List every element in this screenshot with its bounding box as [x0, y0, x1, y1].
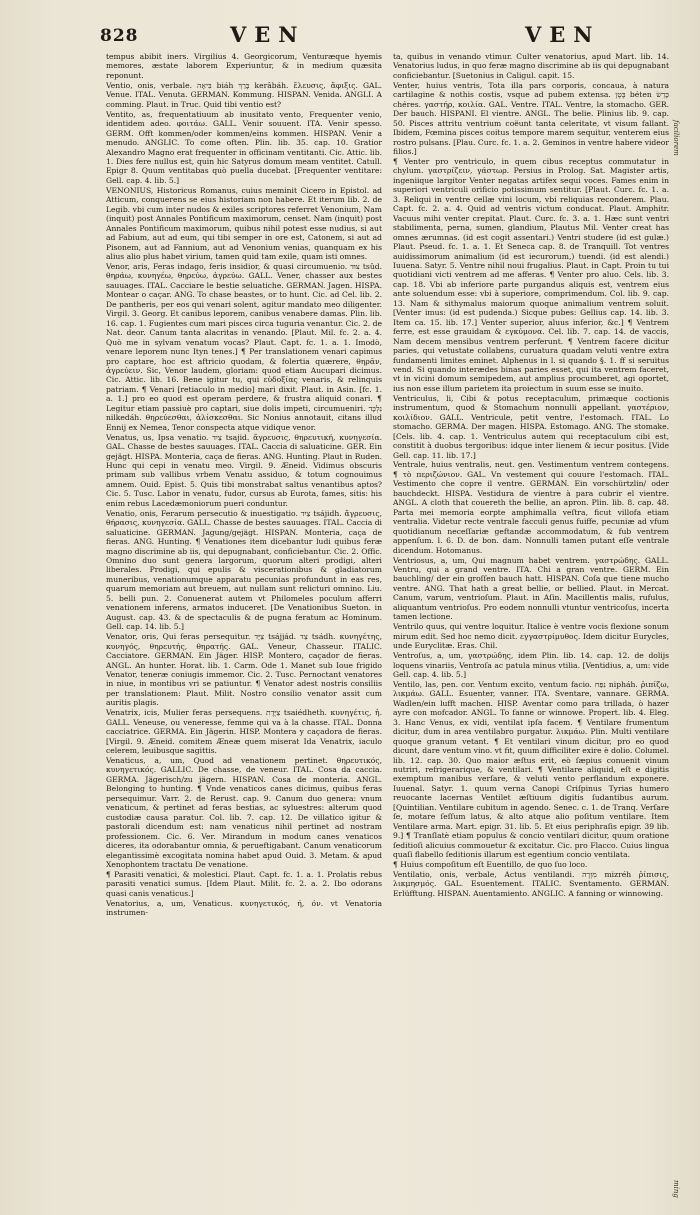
right-column [393, 52, 669, 1202]
dictionary-entry: Ventilatio, onis, verbale, Actus ventilandi. מִזְרֶה mizréh ῥίπισις, λικμησμός. GAL. Esuentement. ITALIC. Sventamento. GERMAN. Erlüfftung. HISPAN. Auentamiento. ANGLIC. A fanning or winnowing. [393, 869, 669, 898]
dictionary-entry: ta, quibus in venando vtimur. Culter venatorius, apud Mart. lib. 14. Venatorius ludus, in quo feræ magno discrimine ab iis qui depugnabant conficiebantur. [Suetonius in Caligul. capit. 15. [393, 52, 669, 80]
dictionary-entry: Ventroſus, a, um, γαστρώδης, idem Plin. lib. 14. cap. 12. de dolijs loquens vinariis, Ventroſa ac patula minus vtilia. [Ventidius, a, um: vide Gell. cap. 4. lib. 5.] [393, 651, 669, 679]
page-header [0, 22, 700, 50]
dictionary-entry: VENONIUS, Historicus Romanus, cuius meminit Cicero in Epistol. ad Atticum, conquerens se eius historiam non habere. Et iterum lib. 2. de Legib. vbi cum inter nudos & exiles scriptores referret Venonium, Nam (inquit) post Annales Pontificum maximorum, censet. Nam (inquit) post Annales Pontificum maximorum, quibus nihil potest esse nudius, si aut ad Fabium, aut ad eum, qui tibi semper in ore est, Catonem, si aut ad Pisonem, aut ad Fannium, aut ad Venonium venias, quanquam ex his alius alio plus habet virium, tamen quid tam exile, quam isti omnes. [106, 185, 382, 262]
dictionary-entry: Venor, aris, Feras indago, feris insidior, & quasi circumuenio. צוּד tsûd. θηράω, κυνηγέω, θηρεύω, ἀγρεύω. GALL. Vener, chasser aux bestes sauuages. ITAL. Cacciare le bestie seluatiche. GERMAN. Jagen. HISPA. Montear o caçar. ANG. To chase beastes, or to hunt. Cic. ad Cel. lib. 2. De pantheris, per eos qui venari solent, agitur mandato meo diligenter. Virgil. 3. Georg. Et canibus leporem, canibus venabere damas. Plin. lib. 16. cap. 1. Fugientes cum mari pisces circa tuguria venantur. Cic. 2. de Nat. deor. Canum tanta alacritas in venando. [Plaut. Mil. fc. 2. a. 4. Quò me in sylvam venatum vocas? Plaut. Capt. fc. 1. a. 1. Imodò, venare leporem nunc Ityn tenes.] ¶ Per translationem venari capimus pro captare, hoc est aftricio quodam, & folertia quærere, θηρᾶν, ἀγρεύειν. Sic, Venor laudem, gloriam: quod etiam Aucupari dicimus. Cic. Attic. lib. 16. Bene igitur tu, qui εὐδοξίας venaris, & relinquis patriam. ¶ Venari [retiaculo in medio] mari dixit. Plaut. in Asin. [fc. 1. a. 1.] pro eo quod est operam perdere, & frustra aliquid conari. ¶ Legitur etiam passiuè pro captari, siue dolis impeti, circumueniri. נִלְכָּד nilkedáh. θηρεύεσθαι, ἁλίσκεσθαι. Sic Nonius annotauit, citans illud Ennij ex Nemea, Tenor conspecta atque vidique venor. [106, 261, 382, 432]
dictionary-entry: Venatorius, a, um, Venaticus. κυνηγετικός, ή, όν. vt Venatoria instrumen- [106, 898, 382, 918]
dictionary-entry: Ventito, as, frequentatiuum ab inusitato vento, Frequenter venio, identidem adeo. φοιτάω. GALL. Venir souuent. ITA. Venir spesso. GERM. Offt kommen/oder kommen/eins kommen. HISPAN. Venir a menudo. ANGLIC. To come often. Plin. lib. 35. cap. 10. Gratior Alexandro Magno erat frequenter in officinam ventitanti. Cic. Attic. lib. 1. Dies fere nullus est, quin hic Satyrus domum meam ventitet. Catull. Epigr 8. Quum ventitabas quò puella ducebat. [Frequenter ventitare: Gell. cap. 4. lib. 5.] [106, 109, 382, 185]
dictionary-entry: Venter, huius ventris, Tota illa pars corporis, concaua, à natura cartilagine & nothis costis, vsque ad pubem extensa. בֶּטֶן béten כָּרֵשׂ chéres. γαστήρ, κοιλία. GAL. Ventre. ITAL. Ventre, la stomacho. GER. Der bauch. HISPANI. El vientre. ANGL. The belie. Plinius lib. 9. cap. 50. Pisces attritu ventrium coëunt tanta celeritate, vt visum fallant. Ibidem, Fœmina pisces coitus tempore marem sequitur, venterem eius rostro pulsans. [Plau. Curc. fc. 1. a. 2. Geminos in ventre habere videor filios.] [393, 80, 669, 157]
page-number: 828 [100, 26, 139, 46]
dictionary-entry: ¶ Venter pro ventriculo, in quem cibus receptus commutatur in chylum. γαστρίζειν, γάστωρ. Persius in Prolog. Sat. Magister artis, ingeniique largitor Venter negatas artifex sequi voces. Fames enim in superiori ventriculi orificio potissimum sentitur. [Plaut. Curc. fc. 1. a. 3. Reliqui in ventre cellæ vini locum, vbi reliquias reconderem. Plau. Capt. fc. 2. a. 4. Quid ad ventris victum conducat. Plaut. Amphitr. Vacuus mihi venter crepitat. Plaut. Curc. fc. 3. a. 1. Hæc sunt ventri stabilimenta, perna, sumen, glandium, Plautus Mil. Venter creat has omnes ærumnas. (id est cogit assentari.) Ventri studere (id est gulæ.) Plaut. Pseud. fc. 1. a. 1. Et Seneca cap. 8. de Tranquill. Tot ventres auidissimorum animalium (id est iecurorum,) tuendi. (id est alendi.) Iuuena. Satyr. 5. Ventre nihil noui frugalius. Plaut. in Capt. Proin tu tui quotidiani victi ventrem ad me afferas. ¶ Venter pro aluo. Cels. lib. 3. cap. 18. Vbi ab inferiore parte purgandus aliquis est, ventrem eius ante soluendum esse: vbi à superiore, comprimendum. Col. lib. 9. cap. 13. Nam & sithymalus maiorum quoque animalium ventrem soluit. [Venter imus: (id est pudenda.) Sicque pubes: Gellius cap. 14. lib. 3. Item ca. 15. lib. 17.] Venter superior, aluus inferior, &c.] ¶ Ventrem ferre, est esse grauidam & εγκύμονα. Cel. lib. 7. cap. 14. de vaccis, Nam decem mensibus ventrem perferunt. ¶ Ventrem facere dicitur paries, qui vetustate collabens, curuatura quadam veluti ventre extra fundamenti limites eminet. Alphenus in l. si quando §. 1. ff si seruitus vend. Si quando interædes binas paries esset, qui ita ventrem faceret, vt in vicini domum semipedem, aut amplius procumberet, agi oportet, ius non esse illum parietem ita proiectum in suum esse se inuito. [393, 156, 669, 393]
dictionary-entry: Ventrale, huius ventralis, neut. gen. Vestimentum ventrem contegens. ¶ τὸ περιζώνιον. GAL. Vn vestement qui couure l'estomach. ITAL. Vestimento che copre il ventre. GERMAN. Ein vorschürtzlin/ oder bauchdeckt. HISPA. Vestidura de vientre à para cubrir el vientre. ANGL. A cloth that couereth the bellie, an apron. Plin. lib. 8. cap. 48. Parta mei memoria eorpte amphimalla veſtra, ficut villofa etiam ventralia. Videtur recte ventrale facculi genus fuiffe, pecuniæ ad vfum quotidianum neceſſariæ geftandæ accommodatum, & fub ventrem appenſum. l. 6. D. de bon. dam. Nonnulli tamen putant eſſe ventrale dicendum. Hotomanus. [393, 460, 669, 555]
dictionary-entry: ¶ Huius compoſitum eſt Euentillo, de quo ſuo loco. [393, 860, 588, 870]
dictionary-entry: Ventriculus, li, Cibi & potus receptaculum, primæque coctionis instrumentum, quod & Stomachum nonnulli appellant. γαστέριον, κοιλίδιον. GALL. Ventricule, petit ventre, l'estomach. ITAL. Lo stomacho. GERMA. Der magen. HISPA. Estomago. ANG. The stomake. [Cels. lib. 4. cap. 1. Ventriculus autem qui receptaculum cibi est, constitit à duobus tergoribus: idque inter lienem & iecur positus. [Vide Gell. cap. 11. lib. 17.] [393, 393, 669, 460]
dictionary-entry: Venator, oris, Qui feras persequitur. צַיָּד tsájjád. צֵד tsádh. κυνηγέτης, κυνηγός, θηρευτής, θηρατής. GAL. Veneur, Chasseur. ITALIC. Cacciatore. GERMAN. Ein Jäger. HISP. Montero, caçador de fieras. ANGL. An hunter. Horat. lib. 1. Carm. Ode 1. Manet sub Ioue frigido Venator, teneræ coniugis immemor. Cic. 2. Tusc. Pernoctant venatores in niue, in montibus vri se patiuntur. ¶ Venator adest nostris consiliis per translationem: Plaut. Milit. Nostro consilio venator assit cum auritis plagis. [106, 632, 382, 708]
dictionary-entry: Ventriosus, a, um, Qui magnum habet ventrem. γαστρώδης. GALL. Ventru, qui a grand ventre. ITA. Chi a gran ventre. GERM. Ein bauchling/ der ein groſſen bauch hatt. HISPAN. Coſa que tiene mucho ventre. ANG. That hath a great bellie, or bellied. Plaut. in Mercat. Canum, varum, ventrioſum. Plaut. in Aſin. Macillentis malis, rufulus, aliquantum ventrioſus. Pro eodem nonnulli vtuntur ventricoſus, incerta tamen lectione. [393, 555, 669, 622]
running-head-right: VEN [525, 22, 601, 47]
left-column [106, 52, 382, 1202]
dictionary-entry: Venatrix, icis, Mulier feras persequens. צַיֶּדֶת tsaiédheth. κυνηγέτις, ἡ. GALL. Veneuse, ou veneresse, femme qui va à la chasse. ITAL. Donna cacciatrice. GERMA. Ein Jägerin. HISP. Montera y caçadora de fieras. [Virgil. 9. Æneid. comitem Æneæ quem miserat Ida Venatrix, iaculo celerem, leuibusque sagittis. [106, 708, 382, 756]
dictionary-entry: Ventilo, las, pen. cor. Ventum excito, ventum facio. נִפַּח nipháh. ῥιπίζω, λικμάω. GALL. Esuenter, vanner. ITA. Sventare, vannare. GERMA. Wadlen/ein lufft machen. HISP. Aventar como para trillada, ò hazer ayre con mofcador. ANGL. To fanne or winnowe. Propert. lib. 4. Eleg. 3. Hanc Venus, ex vidi, ventilat ipſa facem. ¶ Ventilare frumentum dicitur, dum in area ventilabro purgatur. λικμάω. Plin. Multi ventilare quoque granum vetant. ¶ Et ventilari vinum dicitur, pro eo quod dicunt, dare ventum vino. vt fit, quum difficiliter exire è dolio. Columel. lib. 12. cap. 30. Quo maior æſtus erit, eò ſæpius conuenit vinum nutriri, refrigerarique, & ventilari. ¶ Ventilare aliquid, eſt e digitis exemptum manibus verſare, & veluti vento perflandum exponere. Iuuenal. Satyr. 1. quum verna Canopi Criſpinus Tyrias humero reuocante lacernas Ventilet æſtiuum digitis ſudantibus aurum. [Quintilian. Ventilare cubitum in agendo. Senec. c. 1. de Tranq. Verſare ſe, motare ſeſſum latus, & alto atque alio poſitum ventilare. Item Ventilare arma. Mart. epigr. 31. lib. 5. Et eius periphraſis epigr. 39 lib. 9.] ¶ Tranſlatè etiam populus & concio ventilari dicitur, quum oratione ſeditioſi alicuius commouetur & excitatur. Cic. pro Flacco. Cuius lingua quaſi flabello ſeditionis illarum est egentium concio ventilata. [393, 679, 669, 860]
dictionary-entry: Ventio, onis, verbale. בִּיאָה biáh בָּרַךְ kerâbáh. ἔλευσις, ἄφιξις. GAL. Venue. ITAL. Venuta. GERMAN. Kommung. HISPAN. Venida. ANGLI. A comming. Plaut. in Truc. Quid tibi ventio est? [106, 80, 382, 109]
running-head-left: VEN [230, 22, 306, 47]
dictionary-entry: Venatus, us, Ipsa venatio. צַיִד tsajid. ἄγρευσις, θηρευτική, κυνηγεσία. GAL. Chasse de bestes sauuages. ITAL. Caccia di saluaticine. GER. Ein gejägt. HISPA. Monteria, caça de fieras. ANG. Hunting. Plaut in Ruden. Hunc qui cepi in venatu meo. Virgil. 9. Æneid. Vidimus obscuris primam sub vallibus vrbem Venatu assiduo, & totum cognouimus amnem. Ouid. Epist. 5. Quis tibi monstrabat saltus venantibus aptos? Cic. 5. Tusc. Labor in venatu, fudor, cursus ab Eurota, fames, sitis: his enim rebus Lacedæmoniorum pueri conduntur. [106, 432, 382, 508]
dictionary-entry: tempus abibit iners. Virgilius 4. Georgicorum, Venturæque hyemis memores, æstate laborem Experiuntur, & in medium quæsita reponunt. [106, 52, 382, 80]
dictionary-entry: Venatio, onis, Ferarum persecutio & inuestigatio. צַיִד tsájidh. ἄγρευσις, θήρασις, κυνηγεσία. GALL. Chasse de bestes sauuages. ITAL. Caccia di saluaticine. GERMAN. Jagung/gejägt. HISPAN. Monteria, caça de fieras. ANG. Hunting. ¶ Venationes item dicebantur ludi quibus feræ magno discrimine ab iis, qui depugnabant, conficiebantur. Cic. 2. Offic. Omnino duo sunt genera largorum, quorum alteri prodigi, alteri liberales. Prodigi, qui epulis & viscerationibus & gladiatorum muneribus, venationumque apparatu pecunias profundunt in eas res, quarum memoriam aut breuem, aut nullam sunt relicturi omnino. Liu. 5. belli pun. 2. Conuenerat autem vt Philomeles poculum afferri venationem inferens, armatos induceret. [De Venationibus Sueton. in August. cap. 43. & de spectaculis & de pugna feratum ac Hominum. Gell. cap. 14. lib. 5.] [106, 508, 382, 632]
margin-note: ming [672, 1180, 680, 1198]
margin-note: faciliorem [672, 120, 680, 156]
dictionary-entry: ¶ Parasiti venatici, & molestici. Plaut. Capt. fc. 1. a. 1. Prolatis rebus parasiti venatici sumus. [Idem Plaut. Milit. fc. 2. a. 2. Ibo odorans quasi canis venaticus.] [106, 869, 382, 898]
dictionary-entry: Venaticus, a, um, Quod ad venationem pertinet. θηρευτικός, κυνηγετικός. GALLIC. De chasse, de veneur. ITAL. Cosa da caccia. GERMA. Jägerisch/zu jägern. HISPAN. Cosa de monteria. ANGL. Belonging to hunting. ¶ Vnde venaticos canes dicimus, quibus feras persequimur. Varr. 2. de Rerust. cap. 9. Canum duo genera: vnum venaticum, & pertinet ad feras bestias, ac syluestres: alterum quod custodiæ causa paratur. Col. lib. 7. cap. 12. De villatico igitur & pastorali dicendum est: nam venaticus nihil pertinet ad nostram professionem. Cic. 6. Ver. Mirandum in modum canes venaticos diceres, ita odorabantur omnia, & perueftigabant. Canum venaticorum elegantissimè excogitata nomina habet apud Ouid. 3. Metam. & apud Xenophontem tractatu De venatione. [106, 756, 382, 870]
dictionary-entry: Ventrilo quus, qui ventre loquitur. Italice è ventre vocis flexione sonum mirum edit. Sed hoc nemo dicit. εγγαστρίμυθος. Idem dicitur Eurycles, unde Euryclitæ. Eras. Chil. [393, 622, 669, 651]
